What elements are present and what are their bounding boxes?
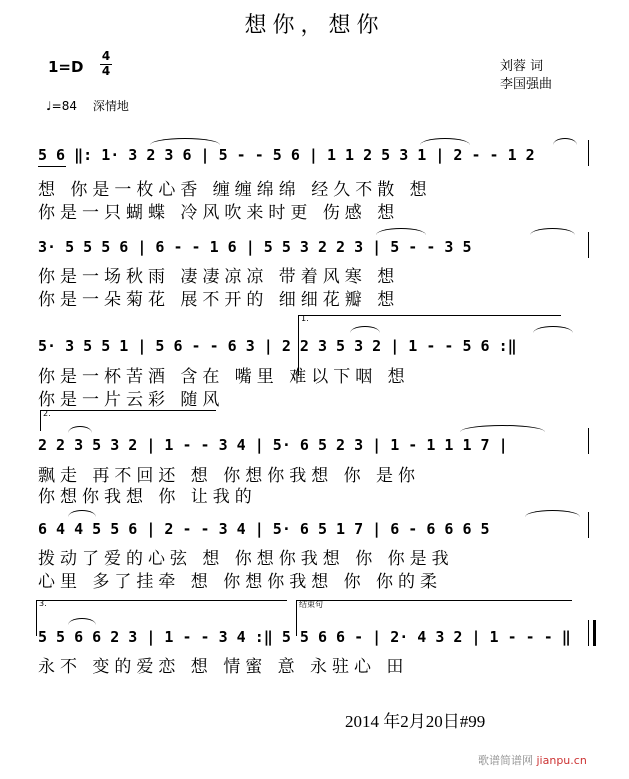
notes-system-1: 5 6 ‖: 1· 3 2 3 6 | 5 - - 5 6 | 1 1 2 5 3 1 | 2 - - 1 2 (38, 146, 535, 164)
barline (588, 232, 589, 258)
beam (38, 166, 66, 167)
composer-credit: 李国强曲 (500, 77, 553, 92)
notes-system-5: 6 4 4 5 5 6 | 2 - - 3 4 | 5· 6 5 1 7 | 6 - 6 6 6 5 (38, 520, 490, 538)
slur (525, 510, 580, 517)
lyrics-system-4-verse-2: 你想你我想 你 让我的 (38, 487, 257, 507)
tempo-marking (46, 97, 129, 114)
barline (588, 620, 589, 646)
lyrics-system-3-verse-1: 你是一杯苦酒 含在 嘴里 难以下咽 想 (38, 367, 410, 387)
date-line: 2014 年2月20日#99 (345, 712, 486, 731)
time-signature-bottom: 4 (101, 64, 111, 78)
slur (68, 426, 92, 433)
slur (68, 618, 96, 625)
watermark (478, 752, 587, 768)
lyrics-system-1-verse-2: 你是一只蝴蝶 冷风吹来时更 伤感 想 (38, 203, 400, 223)
lyricist-credit: 刘蓉 词 (500, 59, 544, 74)
tempo-value: ♩=84 (46, 99, 77, 113)
slur (420, 138, 470, 145)
time-signature-top: 4 (101, 49, 111, 63)
lyrics-system-1-verse-1: 想 你是一枚心香 缠缠绵绵 经久不散 想 (38, 180, 432, 200)
notes-system-3: 5· 3 5 5 1 | 5 6 - - 6 3 | 2 2 3 5 3 2 | 1 - - 5 6 :‖ (38, 337, 517, 355)
volta-ending-phrase: 结束句 (296, 600, 572, 636)
slur (150, 138, 220, 145)
slur (533, 326, 573, 333)
slur (68, 510, 96, 517)
time-signature (100, 50, 112, 78)
barline (588, 140, 589, 166)
lyrics-system-2-verse-1: 你是一场秋雨 凄凄凉凉 带着风寒 想 (38, 267, 400, 287)
volta-third-ending: 3. (36, 600, 287, 636)
lyrics-system-5-verse-2: 心里 多了挂牵 想 你想你我想 你 你的柔 (38, 572, 443, 592)
slur (460, 425, 545, 432)
slur (376, 228, 426, 235)
page-title: 想你，想你 (244, 13, 385, 38)
slur (530, 228, 575, 235)
watermark-site: 歌谱简谱网 (478, 754, 533, 767)
lyrics-system-5-verse-1: 拨动了爱的心弦 想 你想你我想 你 你是我 (38, 549, 454, 569)
key-signature: 1=D (48, 58, 84, 76)
watermark-url: jianpu.cn (536, 754, 587, 767)
volta-first-ending: 1. (298, 315, 561, 376)
volta-second-ending: 2. (40, 410, 216, 431)
tempo-expression: 深情地 (92, 99, 129, 113)
notes-system-4: 2 2 3 5 3 2 | 1 - - 3 4 | 5· 6 5 2 3 | 1 - 1 1 1 7 | (38, 436, 508, 454)
lyrics-system-6-verse-1: 永不 变的爱恋 想 情蜜 意 永驻心 田 (38, 657, 409, 677)
notes-system-2: 3· 5 5 5 6 | 6 - - 1 6 | 5 5 3 2 2 3 | 5 - - 3 5 (38, 238, 472, 256)
notes-system-6: 5 5 6 6 2 3 | 1 - - 3 4 :‖ 5 5 6 6 - | 2· 4 3 2 | 1 - - - ‖ (38, 628, 571, 646)
slur (553, 138, 577, 145)
final-barline (593, 620, 596, 646)
lyrics-system-2-verse-2: 你是一朵菊花 展不开的 细细花瓣 想 (38, 290, 400, 310)
lyrics-system-4-verse-1: 飘走 再不回还 想 你想你我想 你 是你 (38, 466, 421, 486)
barline (588, 512, 589, 538)
barline (588, 428, 589, 454)
lyrics-system-3-verse-2: 你是一片云彩 随风 (38, 390, 225, 410)
slur (350, 326, 380, 333)
